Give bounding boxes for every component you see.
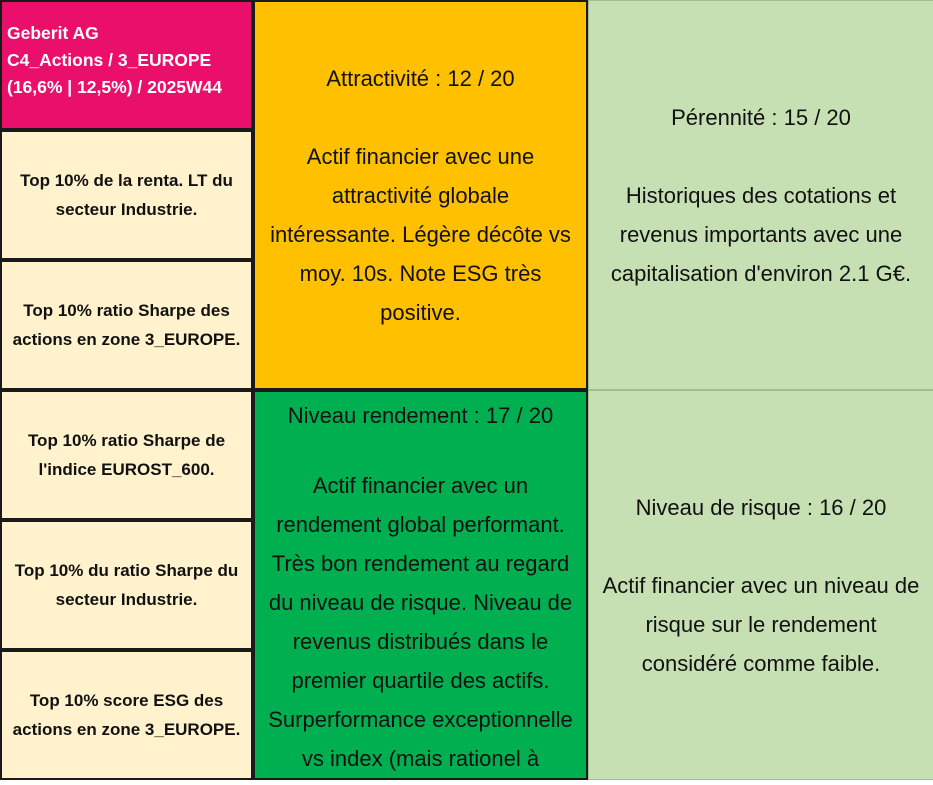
highlight-esg-zone [0, 650, 253, 780]
attractivite-text: Actif financier avec une [306, 143, 535, 169]
attractivite-card [253, 0, 588, 390]
risque-text: risque sur le rendement [645, 611, 877, 637]
highlight-line: Top 10% du ratio Sharpe du [14, 561, 239, 580]
highlight-line: Top 10% ratio Sharpe de [27, 431, 226, 450]
perennite-text: capitalisation d'environ 2.1 G€. [610, 260, 912, 286]
rendement-text: du niveau de risque. Niveau de [268, 590, 573, 615]
attractivite-title: Attractivité : 12 / 20 [326, 65, 515, 91]
rendement-text: Surperformance exceptionnelle [268, 707, 573, 732]
perennite-text: revenus importants avec une [619, 221, 903, 247]
attractivite-text: attractivité globale [331, 182, 510, 208]
risque-text: considéré comme faible. [641, 650, 881, 676]
risque-card [588, 390, 933, 780]
attractivite-text: intéressante. Légère décôte vs [270, 221, 571, 247]
highlight-sharpe-indice [0, 390, 253, 520]
rendement-text: Très bon rendement au regard [271, 551, 570, 576]
perennite-card [588, 0, 933, 390]
highlight-line: Top 10% score ESG des [29, 691, 224, 710]
perennite-title: Pérennité : 15 / 20 [671, 104, 851, 130]
attractivite-text: moy. 10s. Note ESG très [299, 260, 542, 286]
highlight-line: secteur Industrie. [55, 590, 198, 609]
highlight-line: Top 10% de la renta. LT du [20, 171, 233, 190]
highlight-sharpe-secteur [0, 520, 253, 650]
rendement-text: revenus distribués dans le [292, 629, 549, 654]
highlight-line: actions en zone 3_EUROPE. [12, 720, 241, 739]
rendement-card [253, 390, 588, 780]
rendement-text: premier quartile des actifs. [291, 668, 550, 693]
rendement-title: Niveau rendement : 17 / 20 [287, 403, 554, 428]
highlight-line: actions en zone 3_EUROPE. [12, 330, 241, 349]
highlight-renta-secteur [0, 130, 253, 260]
rendement-text: rendement global performant. [276, 512, 565, 537]
highlight-line: secteur Industrie. [55, 200, 198, 219]
asset-stats: (16,6% | 12,5%) / 2025W44 [7, 77, 223, 97]
rendement-text: vs index (mais rationel à [301, 746, 540, 771]
perennite-text: Historiques des cotations et [625, 182, 897, 208]
highlight-sharpe-zone [0, 260, 253, 390]
asset-name: Geberit AG [7, 23, 99, 43]
asset-category: C4_Actions / 3_EUROPE [7, 50, 212, 70]
risque-title: Niveau de risque : 16 / 20 [635, 494, 887, 520]
rendement-text: Actif financier avec un [312, 473, 529, 498]
highlight-line: Top 10% ratio Sharpe des [23, 301, 230, 320]
highlight-line: l'indice EUROST_600. [38, 460, 215, 479]
risque-text: Actif financier avec un niveau de [602, 572, 920, 598]
asset-header [0, 0, 253, 130]
attractivite-text: positive. [380, 299, 461, 325]
